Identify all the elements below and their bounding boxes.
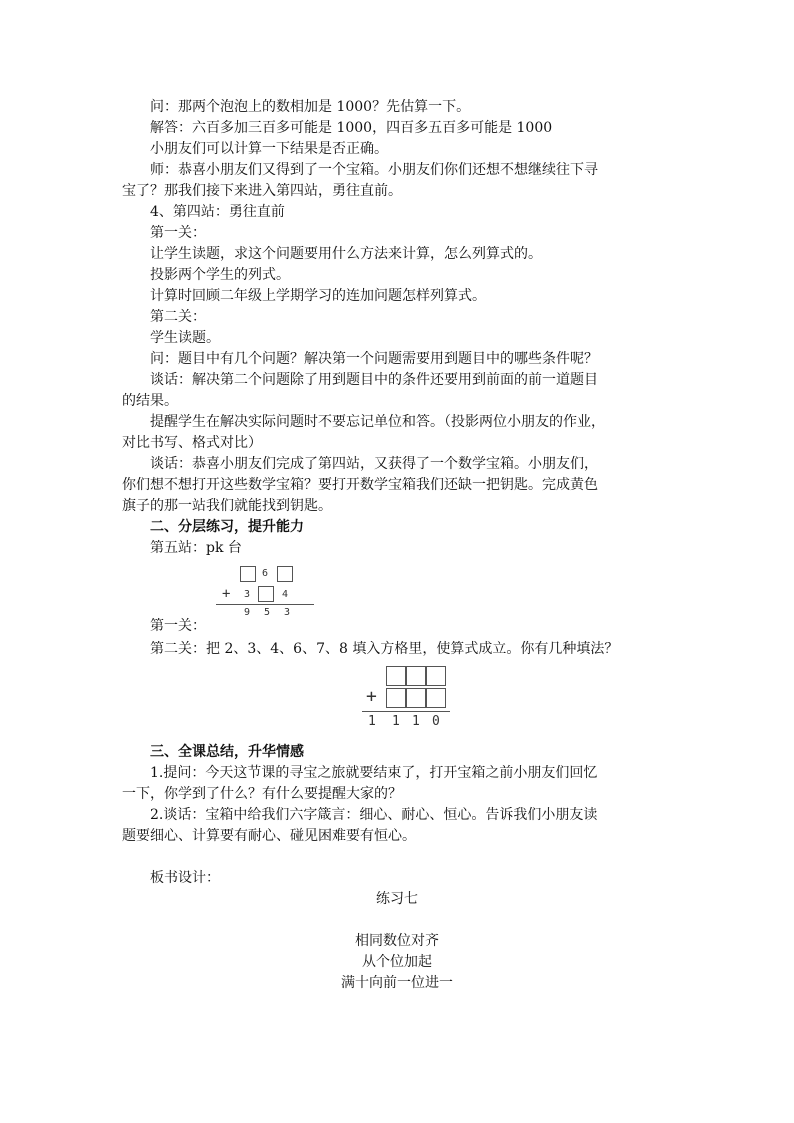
- paragraph-summary-2-cont: 题要细心、计算要有耐心、碰见困难要有恒心。: [122, 828, 416, 844]
- paragraph-talk-2-cont-2: 旗子的那一站我们就能找到钥匙。: [122, 498, 332, 514]
- paragraph-answer-1: 解答：六百多加三百多可能是 1000，四百多五百多可能是 1000: [150, 120, 553, 136]
- plus-sign: +: [366, 686, 377, 707]
- paragraph-talk-1: 谈话：解决第二个问题除了用到题目中的条件还要用到前面的前一道题目: [150, 372, 598, 388]
- paragraph-remind: 提醒学生在解决实际问题时不要忘记单位和答。（投影两位小朋友的作业，: [150, 414, 605, 430]
- board-title: 练习七: [376, 891, 418, 907]
- station-5-heading: 第五站：pk 台: [150, 540, 242, 556]
- station-4-heading: 4、第四站：勇往直前: [150, 204, 285, 220]
- paragraph-check: 小朋友们可以计算一下结果是否正确。: [150, 141, 388, 157]
- blank-box: [426, 666, 446, 686]
- blank-box: [406, 666, 426, 686]
- blank-box: [386, 666, 406, 686]
- blank-box: [240, 566, 256, 582]
- puzzle-2-result-digit: 1: [412, 714, 420, 729]
- sum-line: [216, 604, 314, 605]
- board-line-2: 从个位加起: [362, 954, 432, 970]
- puzzle-1-result-digit: 3: [284, 607, 291, 618]
- paragraph-talk-1-cont: 的结果。: [122, 393, 178, 409]
- paragraph-review: 计算时回顾二年级上学期学习的连加问题怎样列算式。: [150, 288, 486, 304]
- level-1-heading: 第一关：: [150, 225, 206, 241]
- paragraph-teacher-1: 师：恭喜小朋友们又得到了一个宝箱。小朋友们你们还想不想继续往下寻: [150, 162, 598, 178]
- paragraph-teacher-1-cont: 宝了？那我们接下来进入第四站，勇往直前。: [122, 183, 402, 199]
- blank-box: [258, 586, 274, 602]
- level-2-question: 第二关：把 2、3、4、6、7、8 填入方格里，使算式成立。你有几种填法？: [150, 641, 619, 657]
- puzzle-2-result-digit: 1: [368, 714, 376, 729]
- paragraph-talk-2-cont-1: 你们想不想打开这些数学宝箱？要打开数学宝箱我们还缺一把钥匙。完成黄色: [122, 477, 598, 493]
- blank-box: [426, 688, 446, 708]
- paragraph-students-read: 学生读题。: [150, 330, 220, 346]
- paragraph-remind-cont: 对比书写、格式对比）: [122, 435, 262, 451]
- paragraph-project: 投影两个学生的列式。: [150, 267, 290, 283]
- puzzle-1-result-digit: 5: [264, 607, 271, 618]
- puzzle-2-result-digit: 0: [432, 714, 440, 729]
- section-2-heading: 二、分层练习，提升能力: [150, 519, 304, 535]
- puzzle-1-digit: 3: [244, 589, 251, 600]
- puzzle-1-digit: 4: [282, 589, 289, 600]
- paragraph-read-problem: 让学生读题，求这个问题要用什么方法来计算，怎么列算式的。: [150, 246, 542, 262]
- plus-sign: +: [222, 586, 231, 602]
- level-2-heading: 第二关：: [150, 309, 206, 325]
- blank-box: [386, 688, 406, 708]
- sum-line: [362, 711, 450, 712]
- board-line-1: 相同数位对齐: [355, 933, 439, 949]
- paragraph-summary-1: 1.提问：今天这节课的寻宝之旅就要结束了，打开宝箱之前小朋友们回忆: [150, 765, 598, 781]
- board-design-label: 板书设计：: [150, 870, 220, 886]
- puzzle-2-result-digit: 1: [392, 714, 400, 729]
- board-line-3: 满十向前一位进一: [341, 975, 453, 991]
- blank-box: [406, 688, 426, 708]
- paragraph-talk-2: 谈话：恭喜小朋友们完成了第四站，又获得了一个数学宝箱。小朋友们，: [150, 456, 598, 472]
- paragraph-summary-2: 2.谈话：宝箱中给我们六字箴言：细心、耐心、恒心。告诉我们小朋友读: [150, 807, 598, 823]
- puzzle-1-result-digit: 9: [244, 607, 251, 618]
- paragraph-question-2: 问：题目中有几个问题？解决第一个问题需要用到题目中的哪些条件呢？: [150, 351, 598, 367]
- section-3-heading: 三、全课总结，升华情感: [150, 744, 304, 760]
- paragraph-summary-1-cont: 一下，你学到了什么？有什么要提醒大家的？: [122, 786, 402, 802]
- puzzle-1-digit: 6: [262, 568, 269, 579]
- blank-box: [277, 566, 293, 582]
- level-1-label: 第一关：: [150, 618, 206, 634]
- paragraph-question-1: 问：那两个泡泡上的数相加是 1000？先估算一下。: [150, 99, 471, 115]
